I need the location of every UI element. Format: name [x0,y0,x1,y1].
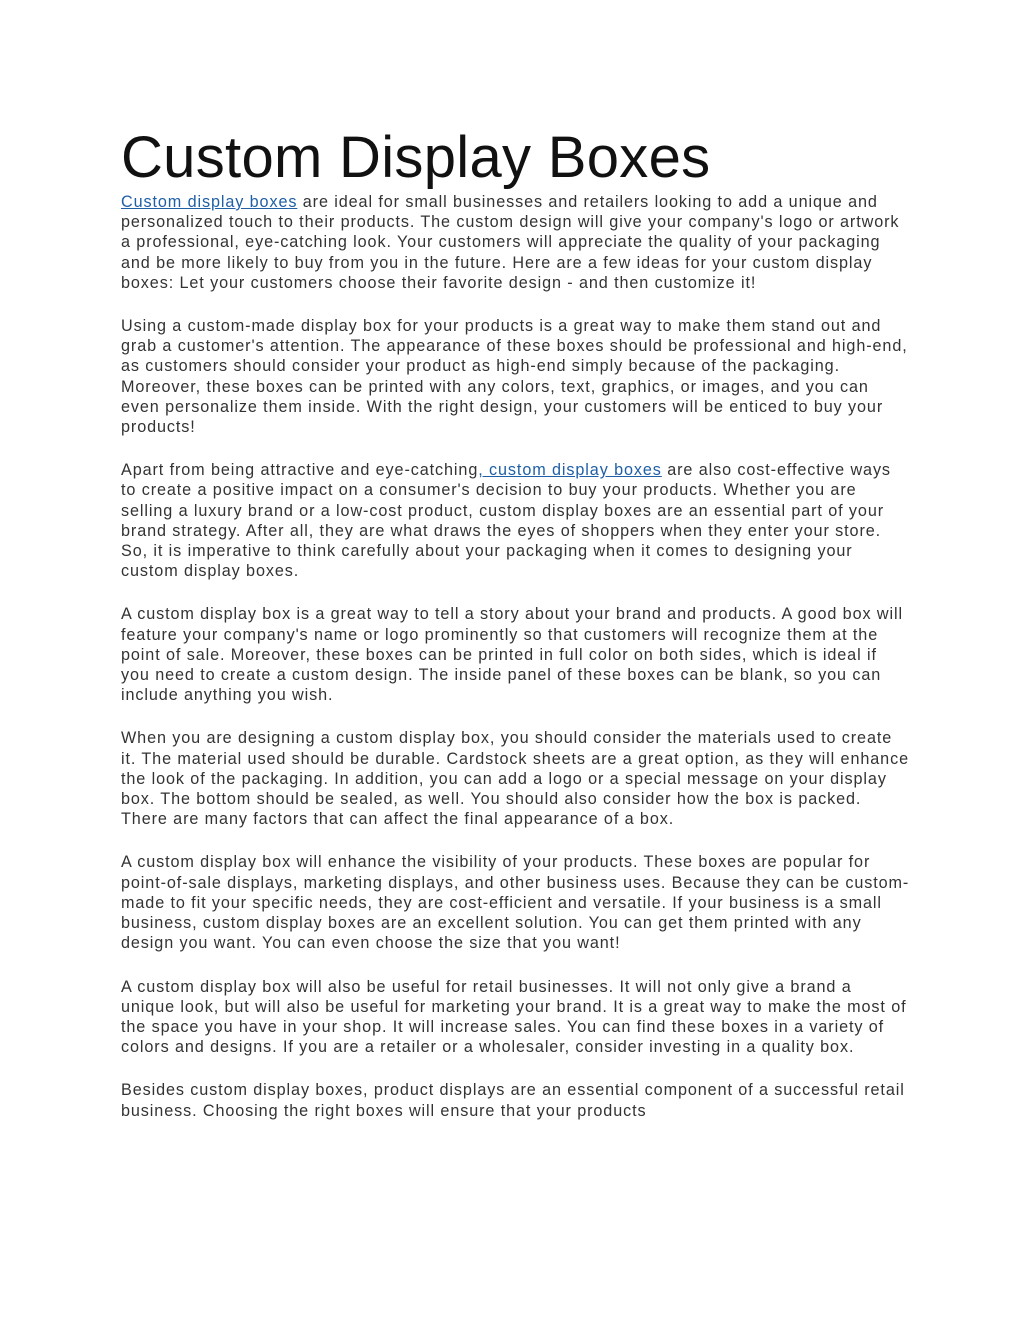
paragraph-8: Besides custom display boxes, product displays are an essential component of a successful retail business. Choosing the right boxes will ensure that your products [121,1081,905,1120]
paragraph-2: Using a custom-made display box for your products is a great way to make them stand out and grab a customer's attention. The appearance of these boxes should be professional and high-end, as customers should consider your product as high-end simply because of the packaging. Moreover, these boxes can be printed with any colors, text, graphics, or images, and you can even personalize them inside. With the right design, your customers will be enticed to buy your products! [121,317,908,437]
custom-display-boxes-link[interactable]: Custom display boxes [121,193,298,211]
paragraph-3-text-before: Apart from being attractive and eye-catching [121,461,479,480]
document-page [121,124,911,1144]
page-title: Custom Display Boxes [121,125,711,190]
paragraph-1 [121,192,911,293]
paragraph-5: When you are designing a custom display box, you should consider the materials used to create it. The material used should be durable. Cardstock sheets are a great option, as they will enhance the look of the packaging. In addition, you can add a logo or a special message on your display box. The bottom should be sealed, as well. You should also consider how the box is packed. There are many factors that can affect the final appearance of a box. [121,729,909,829]
paragraph-3-text-after: are also cost-effective ways to create a positive impact on a consumer's decision to buy your products. Whether you are selling a luxury brand or a low-cost product, custom display boxes are an essential part of your brand strategy. After all, they are what draws the eyes of shoppers when they enter your store. So, it is imperative to think carefully about your packaging when it comes to designing your custom display boxes. [121,461,891,581]
paragraph-7: A custom display box will also be useful for retail businesses. It will not only give a brand a unique look, but will also be useful for marketing your brand. It is a great way to make the most of the space you have in your shop. It will increase sales. You can find these boxes in a variety of colors and designs. If you are a retailer or a wholesaler, consider investing in a quality box. [121,977,907,1057]
custom-display-boxes-link-2[interactable]: , custom display boxes [478,461,662,480]
paragraph-3 [121,460,911,581]
paragraph-6: A custom display box will enhance the visibility of your products. These boxes are popular for point-of-sale displays, marketing displays, and other business uses. Because they can be custom-made to fit your specific needs, they are cost-efficient and versatile. If your business is a small business, custom display boxes are an excellent solution. You can get them printed with any design you want. You can even choose the size that you want! [121,853,910,953]
paragraph-4: A custom display box is a great way to tell a story about your brand and products. A good box will feature your company's name or logo prominently so that customers will recognize them at the point of sale. Moreover, these boxes can be printed in full color on both sides, which is ideal if you need to create a custom design. The inside panel of these boxes can be blank, so you can include anything you wish. [121,605,903,705]
paragraph-1-text: are ideal for small businesses and retailers looking to add a unique and personalized touch to their products. The custom design will give your company's logo or artwork a professional, eye-catching look. Your customers will appreciate the quality of your packaging and be more likely to buy from you in the future. Here are a few ideas for your custom display boxes: Let your customers choose their favorite design - and then customize it! [121,193,900,292]
